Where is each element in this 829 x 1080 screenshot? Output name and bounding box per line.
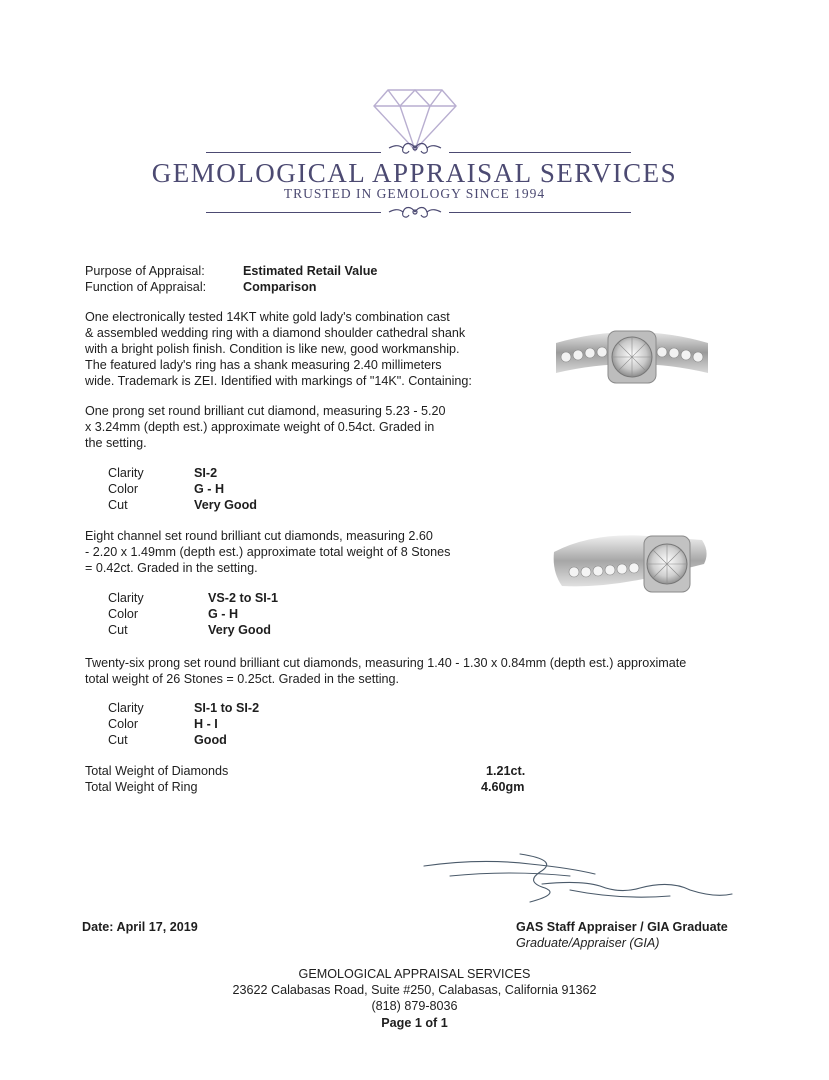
description-line: wide. Trademark is ZEI. Identified with markings of "14K". Containing:: [85, 374, 472, 388]
appraiser-subtitle: Graduate/Appraiser (GIA): [516, 936, 660, 950]
footer-company: GEMOLOGICAL APPRAISAL SERVICES: [298, 967, 531, 981]
ring-photo-side-view: [552, 522, 712, 610]
stone-description: total weight of 26 Stones = 0.25ct. Graded in the setting.: [85, 672, 399, 686]
ornament-bottom-icon: [384, 204, 446, 220]
grade-value: G - H: [194, 482, 225, 496]
grade-value: Very Good: [194, 498, 257, 512]
stone-description: = 0.42ct. Graded in the setting.: [85, 561, 258, 575]
header-rule-bottom: [449, 212, 631, 213]
appraiser-title: GAS Staff Appraiser / GIA Graduate: [516, 920, 728, 934]
stone-description: x 3.24mm (depth est.) approximate weight of 0.54ct. Graded in: [85, 420, 435, 434]
description-line: & assembled wedding ring with a diamond shoulder cathedral shank: [85, 326, 466, 340]
company-title: GEMOLOGICAL APPRAISAL SERVICES: [151, 158, 678, 188]
grade-label: Cut: [108, 733, 128, 747]
description-line: The featured lady's ring has a shank measuring 2.40 millimeters: [85, 358, 442, 372]
grade-label: Clarity: [108, 701, 144, 715]
grade-label: Color: [108, 607, 139, 621]
description-line: One electronically tested 14KT white gold lady's combination cast: [85, 310, 450, 324]
grade-value: G - H: [208, 607, 239, 621]
grade-value: Very Good: [208, 623, 271, 637]
function-value: Comparison: [243, 280, 317, 294]
grade-label: Color: [108, 482, 139, 496]
total-diamonds-value: 1.21ct.: [486, 764, 526, 778]
appraisal-date: Date: April 17, 2019: [82, 920, 198, 934]
total-ring-value: 4.60gm: [481, 780, 525, 794]
grade-value: VS-2 to SI-1: [208, 591, 278, 605]
ornament-top-icon: [384, 140, 446, 156]
grade-label: Cut: [108, 498, 128, 512]
purpose-label: Purpose of Appraisal:: [85, 264, 205, 278]
stone-description: - 2.20 x 1.49mm (depth est.) approximate total weight of 8 Stones: [85, 545, 451, 559]
grade-value: Good: [194, 733, 227, 747]
header-rule-top: [206, 152, 381, 153]
grade-label: Clarity: [108, 466, 144, 480]
purpose-value: Estimated Retail Value: [243, 264, 378, 278]
description-line: with a bright polish finish. Condition is like new, good workmanship.: [85, 342, 460, 356]
stone-description: Eight channel set round brilliant cut diamonds, measuring 2.60: [85, 529, 433, 543]
grade-label: Color: [108, 717, 139, 731]
ring-photo-top-view: [552, 315, 712, 399]
company-tagline: TRUSTED IN GEMOLOGY SINCE 1994: [283, 186, 546, 201]
total-ring-label: Total Weight of Ring: [85, 780, 198, 794]
grade-value: SI-2: [194, 466, 218, 480]
total-diamonds-label: Total Weight of Diamonds: [85, 764, 229, 778]
grade-value: SI-1 to SI-2: [194, 701, 260, 715]
stone-description: One prong set round brilliant cut diamond, measuring 5.23 - 5.20: [85, 404, 446, 418]
footer-address: 23622 Calabasas Road, Suite #250, Calabasas, California 91362: [232, 983, 597, 997]
grade-label: Cut: [108, 623, 128, 637]
footer-phone: (818) 879-8036: [371, 999, 458, 1013]
stone-description: Twenty-six prong set round brilliant cut diamonds, measuring 1.40 - 1.30 x 0.84mm (depth est.) approximate: [85, 656, 687, 670]
signature: [420, 850, 740, 910]
header-rule-top: [449, 152, 631, 153]
header-rule-bottom: [206, 212, 381, 213]
stone-description: the setting.: [85, 436, 147, 450]
page-number: Page 1 of 1: [381, 1016, 448, 1030]
grade-value: H - I: [194, 717, 218, 731]
function-label: Function of Appraisal:: [85, 280, 207, 294]
grade-label: Clarity: [108, 591, 144, 605]
